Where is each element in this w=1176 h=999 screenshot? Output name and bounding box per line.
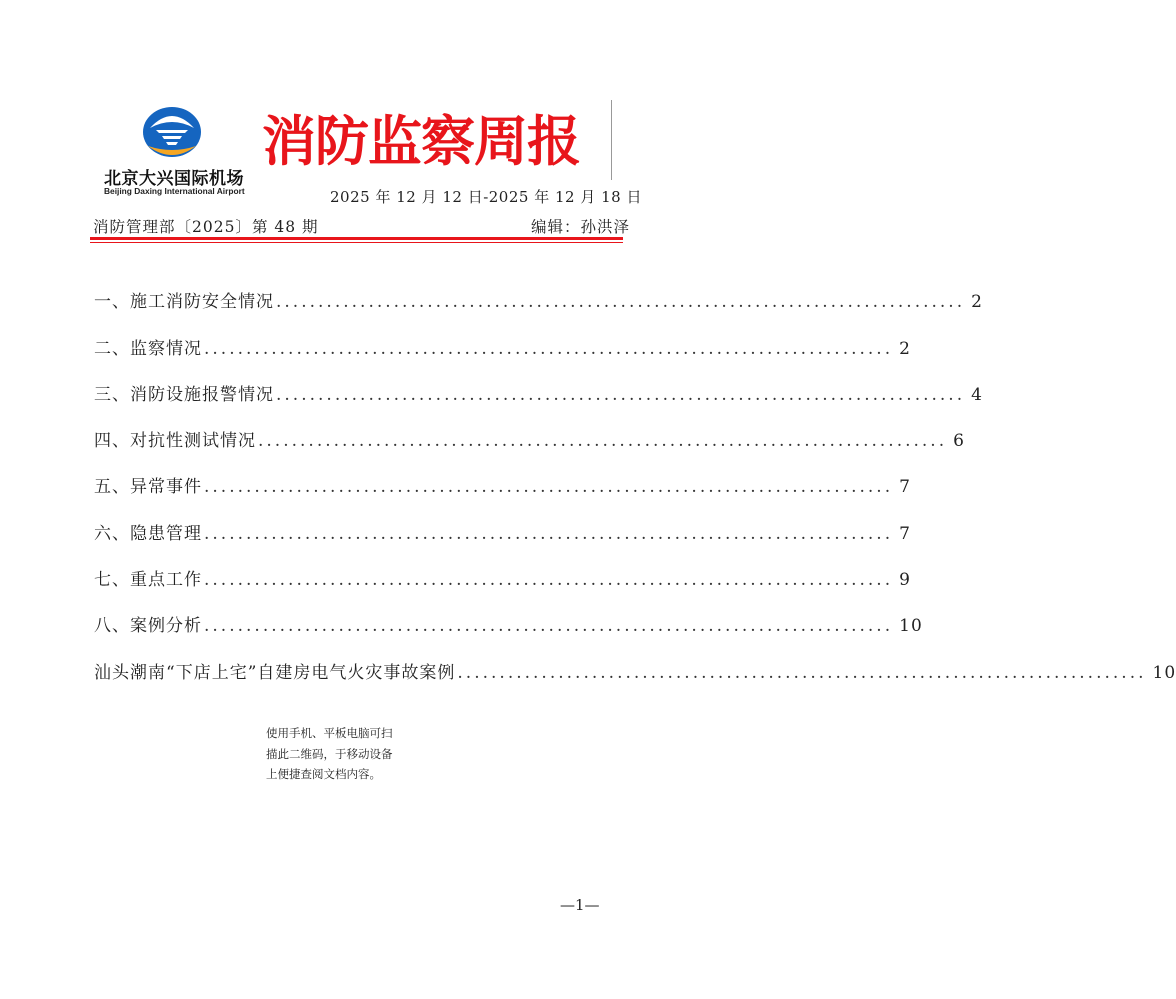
header-rule-thick [90, 237, 623, 240]
toc-entry-label: 七、重点工作 [94, 570, 202, 591]
toc-entry-page: 7 [899, 477, 911, 498]
toc-entry-page: 2 [899, 338, 911, 359]
toc-entry-label: 六、隐患管理 [94, 523, 202, 544]
toc-entry-page: 7 [899, 523, 911, 544]
toc-leader: .................................................................................. [204, 338, 894, 359]
toc-entry-page: 10 [1152, 662, 1176, 683]
toc-entry[interactable] [94, 405, 965, 452]
toc-entry[interactable] [94, 544, 911, 591]
toc-entry-label: 四、对抗性测试情况 [94, 431, 256, 452]
airport-emblem-icon [142, 106, 202, 158]
header-divider [611, 100, 612, 180]
toc-entry-label: 八、案例分析 [94, 616, 202, 637]
toc-leader: .................................................................................. [258, 431, 948, 452]
toc-entry[interactable] [94, 266, 983, 313]
toc-entry[interactable] [94, 590, 923, 637]
toc-leader: .................................................................................. [204, 477, 894, 498]
toc-leader: .................................................................................. [204, 523, 894, 544]
qr-note-line: 上便捷查阅文档内容。 [266, 767, 381, 781]
qr-code-note [266, 723, 393, 785]
toc-leader: .................................................................................. [204, 570, 894, 591]
table-of-contents [94, 266, 1176, 683]
toc-entry-page: 2 [971, 292, 983, 313]
toc-leader: .................................................................................. [276, 384, 966, 405]
toc-entry-page: 10 [899, 616, 923, 637]
toc-entry-label: 三、消防设施报警情况 [94, 384, 274, 405]
toc-entry-page: 6 [953, 431, 965, 452]
toc-entry-label: 一、施工消防安全情况 [94, 292, 274, 313]
toc-entry[interactable] [94, 636, 1176, 683]
toc-entry[interactable] [94, 497, 911, 544]
editor: 编辑：孙洪泽 [531, 218, 631, 236]
toc-leader: .................................................................................. [276, 292, 966, 313]
toc-entry-page: 9 [899, 570, 911, 591]
airport-logo [96, 106, 256, 202]
toc-leader: .................................................................................. [204, 616, 894, 637]
toc-entry[interactable] [94, 451, 911, 498]
page-number: —1— [560, 896, 600, 914]
header-rule-thin [90, 242, 623, 243]
airport-name-en: Beijing Daxing International Airport [104, 186, 245, 196]
issue-number: 消防管理部〔2025〕第 48 期 [93, 218, 319, 236]
qr-note-line: 使用手机、平板电脑可扫 [266, 726, 393, 740]
toc-entry-page: 4 [971, 384, 983, 405]
toc-entry[interactable] [94, 359, 983, 405]
toc-entry[interactable] [94, 312, 911, 359]
airport-name-cn: 北京大兴国际机场 [104, 169, 244, 189]
date-range: 2025 年 12 月 12 日-2025 年 12 月 18 日 [330, 188, 642, 206]
report-title: 消防监察周报 [262, 109, 580, 173]
toc-leader: .................................................................................. [457, 662, 1147, 683]
toc-entry-label: 五、异常事件 [94, 477, 202, 498]
toc-entry-label: 汕头潮南“下店上宅”自建房电气火灾事故案例 [94, 662, 456, 683]
toc-entry-label: 二、监察情况 [94, 338, 202, 359]
qr-note-line: 描此二维码，于移动设备 [266, 746, 393, 761]
